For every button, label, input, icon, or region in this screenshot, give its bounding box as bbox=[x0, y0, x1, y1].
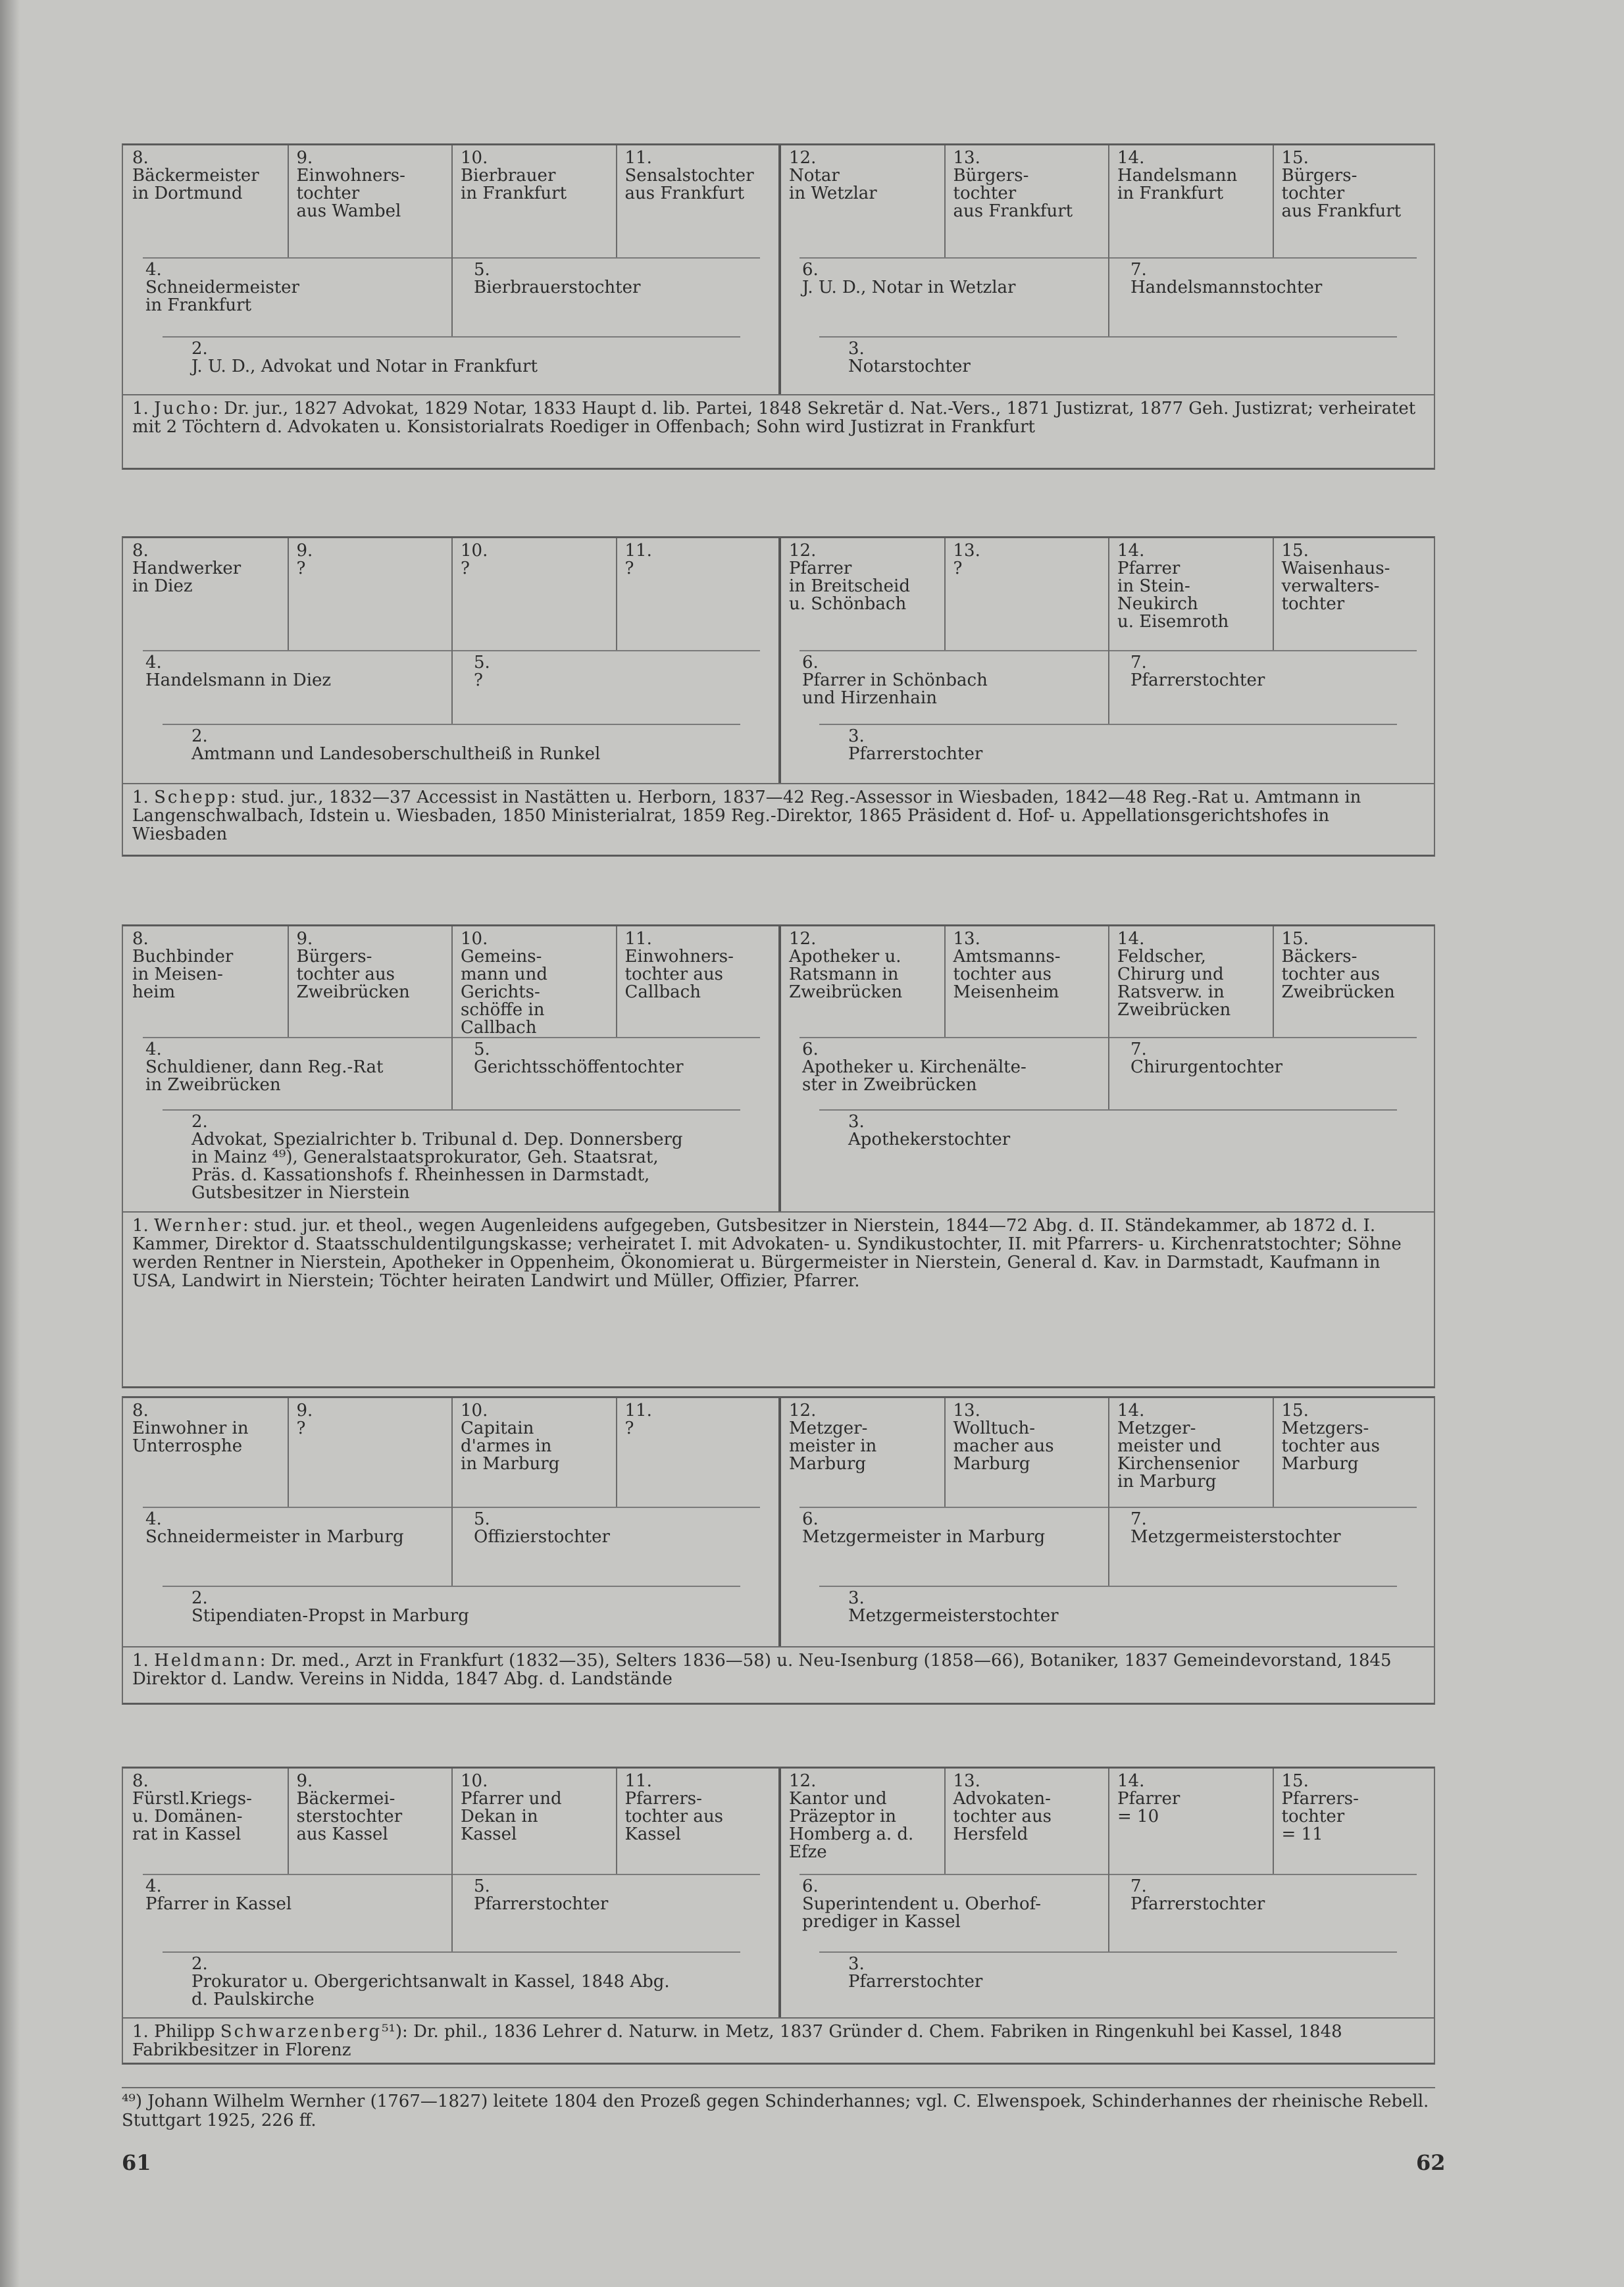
center-divider bbox=[778, 926, 781, 1211]
ancestor-text: ? bbox=[474, 670, 483, 690]
divider bbox=[1108, 1398, 1109, 1507]
ancestor-cell-4 bbox=[136, 257, 451, 336]
ancestor-number: 10. bbox=[461, 1401, 488, 1420]
divider bbox=[451, 1874, 453, 1951]
ancestor-number: 7. bbox=[1130, 653, 1147, 672]
ancestor-number: 12. bbox=[789, 1771, 817, 1791]
ancestor-cell-9 bbox=[288, 926, 452, 1037]
ancestor-text: Sensalstochter aus Frankfurt bbox=[624, 166, 754, 203]
ancestor-text: Bäckermeister in Dortmund bbox=[132, 166, 259, 203]
ancestor-text: Notar in Wetzlar bbox=[789, 166, 877, 203]
ancestor-text: ? bbox=[296, 559, 306, 578]
ancestor-number: 8. bbox=[132, 148, 149, 168]
ancestor-cell-6 bbox=[793, 1037, 1108, 1109]
bio-prefix: 1. bbox=[132, 399, 149, 418]
ancestor-cell-13 bbox=[944, 1398, 1109, 1507]
divider bbox=[1273, 926, 1274, 1037]
ancestor-text: Pfarrer in Breitscheid u. Schönbach bbox=[789, 559, 911, 614]
ancestor-number: 10. bbox=[461, 148, 488, 168]
ancestor-text: Pfarrer in Stein- Neukirch u. Eisemroth bbox=[1117, 559, 1229, 632]
ancestor-number: 6. bbox=[802, 1876, 819, 1896]
ancestor-cell-6 bbox=[793, 257, 1108, 336]
ancestor-text: Bürgers- tochter aus Frankfurt bbox=[1281, 166, 1402, 221]
ancestor-number: 14. bbox=[1117, 148, 1145, 168]
ancestor-cell-8 bbox=[123, 538, 288, 650]
ancestor-text: Bierbrauerstochter bbox=[474, 278, 641, 297]
ancestor-text: Amtsmanns- tochter aus Meisenheim bbox=[953, 947, 1061, 1002]
ancestor-cell-14 bbox=[1108, 926, 1273, 1037]
ancestor-text: Feldscher, Chirurg und Ratsverw. in Zweibrücken bbox=[1117, 947, 1231, 1020]
ancestor-cell-9 bbox=[288, 538, 452, 650]
ancestor-text: Prokurator u. Obergerichtsanwalt in Kassel, 1848 Abg. d. Paulskirche bbox=[191, 1972, 670, 2009]
ancestor-number: 2. bbox=[191, 339, 208, 359]
ancestor-cell-11 bbox=[616, 145, 780, 257]
center-divider bbox=[778, 1398, 781, 1646]
divider bbox=[1273, 1398, 1274, 1507]
ancestor-cell-4 bbox=[136, 1037, 451, 1109]
ancestor-text: Metzgers- tochter aus Marburg bbox=[1281, 1419, 1381, 1474]
divider bbox=[451, 926, 453, 1037]
ancestor-text: Buchbinder in Meisen- heim bbox=[132, 947, 234, 1002]
ancestor-cell-9 bbox=[288, 1769, 452, 1874]
ancestor-number: 3. bbox=[848, 1954, 865, 1974]
ancestor-number: 14. bbox=[1117, 929, 1145, 949]
divider bbox=[944, 1398, 946, 1507]
biography bbox=[123, 394, 1434, 472]
divider bbox=[451, 1398, 453, 1507]
ancestor-text: Gemeins- mann und Gerichts- schöffe in Callbach bbox=[461, 947, 548, 1038]
biography bbox=[123, 1646, 1434, 1707]
ancestor-text: Handelsmann in Frankfurt bbox=[1117, 166, 1238, 203]
ancestor-text: Pfarrerstochter bbox=[848, 744, 983, 764]
ancestor-number: 3. bbox=[848, 726, 865, 746]
ancestor-cell-11 bbox=[616, 538, 780, 650]
ancestor-number: 6. bbox=[802, 260, 819, 280]
ancestor-cell-3 bbox=[839, 724, 1430, 783]
divider bbox=[944, 1769, 946, 1874]
ancestor-number: 15. bbox=[1281, 541, 1309, 561]
bio-name: Jucho bbox=[154, 399, 213, 418]
ancestor-cell-2 bbox=[182, 1109, 773, 1211]
ancestor-number: 5. bbox=[474, 1040, 490, 1059]
ancestor-cell-5 bbox=[465, 1037, 780, 1109]
ancestor-number: 11. bbox=[624, 1771, 652, 1791]
footnote-rule bbox=[122, 2087, 1435, 2088]
ancestor-number: 7. bbox=[1130, 260, 1147, 280]
ancestor-text: Bäckers- tochter aus Zweibrücken bbox=[1281, 947, 1395, 1002]
ancestor-number: 12. bbox=[789, 929, 817, 949]
ancestor-cell-8 bbox=[123, 1398, 288, 1507]
page-number-right: 62 bbox=[1416, 2150, 1446, 2175]
divider bbox=[1108, 1037, 1109, 1109]
biography bbox=[123, 2017, 1434, 2067]
ancestor-text: Pfarrers- tochter aus Kassel bbox=[624, 1789, 724, 1844]
ancestor-text: Einwohners- tochter aus Wambel bbox=[296, 166, 405, 221]
ancestor-cell-11 bbox=[616, 1398, 780, 1507]
ancestor-table bbox=[122, 143, 1435, 470]
divider bbox=[288, 1769, 289, 1874]
ancestor-number: 4. bbox=[145, 653, 162, 672]
ancestor-cell-2 bbox=[182, 336, 773, 394]
divider bbox=[288, 538, 289, 650]
ancestor-text: Metzger- meister und Kirchensenior in Marburg bbox=[1117, 1419, 1240, 1492]
ancestor-text: Metzgermeisterstochter bbox=[848, 1606, 1059, 1626]
ancestor-cell-14 bbox=[1108, 145, 1273, 257]
ancestor-text: Advokaten- tochter aus Hersfeld bbox=[953, 1789, 1052, 1844]
bio-name: Schepp bbox=[154, 788, 230, 807]
ancestor-number: 8. bbox=[132, 1401, 149, 1420]
ancestor-number: 7. bbox=[1130, 1509, 1147, 1529]
divider bbox=[451, 1507, 453, 1586]
ancestor-number: 9. bbox=[296, 541, 313, 561]
ancestor-number: 2. bbox=[191, 1954, 208, 1974]
divider bbox=[944, 926, 946, 1037]
ancestor-cell-5 bbox=[465, 1507, 780, 1586]
ancestor-number: 13. bbox=[953, 1401, 980, 1420]
ancestor-text: J. U. D., Advokat und Notar in Frankfurt bbox=[191, 357, 538, 376]
ancestor-number: 9. bbox=[296, 1401, 313, 1420]
ancestor-text: Capitain d'armes in in Marburg bbox=[461, 1419, 560, 1474]
ancestor-cell-8 bbox=[123, 145, 288, 257]
ancestor-number: 4. bbox=[145, 260, 162, 280]
ancestor-cell-13 bbox=[944, 926, 1109, 1037]
ancestor-cell-10 bbox=[451, 145, 616, 257]
ancestor-table bbox=[122, 1767, 1435, 2065]
ancestor-text: Bäckermei- sterstochter aus Kassel bbox=[296, 1789, 403, 1844]
ancestor-cell-10 bbox=[451, 1398, 616, 1507]
ancestor-text: Apotheker u. Ratsmann in Zweibrücken bbox=[789, 947, 903, 1002]
ancestor-text: ? bbox=[296, 1419, 306, 1438]
divider bbox=[944, 538, 946, 650]
footnote: ⁴⁹) Johann Wilhelm Wernher (1767—1827) leitete 1804 den Prozeß gegen Schinderhannes; vgl. C. Elwenspoek, Schinderhannes der rheinische Rebell. Stuttgart 1925, 226 ff. bbox=[122, 2092, 1429, 2130]
ancestor-text: Schneidermeister in Frankfurt bbox=[145, 278, 299, 315]
ancestor-text: Chirurgentochter bbox=[1130, 1057, 1283, 1077]
ancestor-number: 2. bbox=[191, 1588, 208, 1608]
ancestor-table bbox=[122, 536, 1435, 857]
ancestor-text: Schneidermeister in Marburg bbox=[145, 1527, 404, 1547]
divider bbox=[616, 926, 617, 1037]
center-divider bbox=[778, 145, 781, 394]
ancestor-number: 6. bbox=[802, 653, 819, 672]
divider bbox=[1273, 145, 1274, 257]
divider bbox=[616, 538, 617, 650]
ancestor-text: Handelsmann in Diez bbox=[145, 670, 332, 690]
ancestor-number: 14. bbox=[1117, 1771, 1145, 1791]
ancestor-number: 7. bbox=[1130, 1040, 1147, 1059]
ancestor-text: Pfarrerstochter bbox=[1130, 1894, 1265, 1914]
ancestor-text: Notarstochter bbox=[848, 357, 971, 376]
ancestor-cell-14 bbox=[1108, 1769, 1273, 1874]
ancestor-number: 10. bbox=[461, 929, 488, 949]
ancestor-text: Pfarrer in Schönbach und Hirzenhain bbox=[802, 670, 988, 708]
ancestor-number: 8. bbox=[132, 1771, 149, 1791]
ancestor-cell-8 bbox=[123, 926, 288, 1037]
ancestor-cell-12 bbox=[780, 1398, 944, 1507]
ancestor-cell-15 bbox=[1273, 1769, 1437, 1874]
ancestor-cell-9 bbox=[288, 1398, 452, 1507]
ancestor-number: 15. bbox=[1281, 1771, 1309, 1791]
divider bbox=[451, 650, 453, 724]
ancestor-number: 10. bbox=[461, 1771, 488, 1791]
divider bbox=[616, 1769, 617, 1874]
ancestor-cell-3 bbox=[839, 336, 1430, 394]
ancestor-number: 15. bbox=[1281, 148, 1309, 168]
ancestor-number: 11. bbox=[624, 1401, 652, 1420]
ancestor-cell-15 bbox=[1273, 538, 1437, 650]
divider bbox=[1108, 257, 1109, 336]
ancestor-text: Waisenhaus- verwalters- tochter bbox=[1281, 559, 1390, 614]
ancestor-cell-13 bbox=[944, 1769, 1109, 1874]
ancestor-number: 10. bbox=[461, 541, 488, 561]
divider bbox=[288, 145, 289, 257]
ancestor-number: 3. bbox=[848, 1588, 865, 1608]
ancestor-number: 9. bbox=[296, 1771, 313, 1791]
ancestor-cell-15 bbox=[1273, 926, 1437, 1037]
ancestor-number: 7. bbox=[1130, 1876, 1147, 1896]
bio-text: : stud. jur., 1832—37 Accessist in Nastätten u. Herborn, 1837—42 Reg.-Assessor in Wiesbaden, 1842—48 Reg.-Rat u. Amtmann in Langenschwalbach, Idstein u. Wiesbaden, 1850 Ministerialrat, 1859 Reg.-Direktor, 1865 Präsident d. Hof- u. Appellationsgerichtshofes in Wiesbaden bbox=[132, 788, 1361, 844]
divider bbox=[944, 145, 946, 257]
ancestor-number: 14. bbox=[1117, 541, 1145, 561]
ancestor-number: 3. bbox=[848, 339, 865, 359]
center-divider bbox=[778, 1769, 781, 2017]
divider bbox=[451, 145, 453, 257]
ancestor-text: Gerichtsschöffentochter bbox=[474, 1057, 684, 1077]
ancestor-cell-12 bbox=[780, 1769, 944, 1874]
ancestor-number: 9. bbox=[296, 929, 313, 949]
bio-prefix: 1. bbox=[132, 1216, 149, 1236]
ancestor-number: 15. bbox=[1281, 929, 1309, 949]
ancestor-number: 3. bbox=[848, 1112, 865, 1132]
bio-name: Heldmann bbox=[154, 1651, 260, 1671]
ancestor-text: Bürgers- tochter aus Zweibrücken bbox=[296, 947, 410, 1002]
ancestor-cell-7 bbox=[1121, 1874, 1436, 1951]
ancestor-number: 13. bbox=[953, 541, 980, 561]
ancestor-number: 11. bbox=[624, 541, 652, 561]
ancestor-cell-6 bbox=[793, 1874, 1108, 1951]
biography bbox=[123, 783, 1434, 859]
ancestor-number: 12. bbox=[789, 541, 817, 561]
ancestor-cell-7 bbox=[1121, 257, 1436, 336]
ancestor-text: Kantor und Präzeptor in Homberg a. d. Efze bbox=[789, 1789, 914, 1862]
ancestor-cell-8 bbox=[123, 1769, 288, 1874]
bio-prefix: 1. bbox=[132, 1651, 149, 1671]
ancestor-cell-5 bbox=[465, 257, 780, 336]
divider bbox=[616, 1398, 617, 1507]
ancestor-cell-2 bbox=[182, 1951, 773, 2017]
ancestor-number: 5. bbox=[474, 653, 490, 672]
divider bbox=[1273, 538, 1274, 650]
ancestor-number: 2. bbox=[191, 1112, 208, 1132]
ancestor-number: 11. bbox=[624, 148, 652, 168]
ancestor-cell-10 bbox=[451, 926, 616, 1037]
ancestor-cell-13 bbox=[944, 145, 1109, 257]
ancestor-number: 5. bbox=[474, 1876, 490, 1896]
ancestor-number: 4. bbox=[145, 1876, 162, 1896]
ancestor-text: Stipendiaten-Propst in Marburg bbox=[191, 1606, 469, 1626]
divider bbox=[616, 145, 617, 257]
ancestor-text: Amtmann und Landesoberschultheiß in Runkel bbox=[191, 744, 601, 764]
ancestor-cell-15 bbox=[1273, 1398, 1437, 1507]
ancestor-text: Superintendent u. Oberhof- prediger in Kassel bbox=[802, 1894, 1042, 1932]
ancestor-text: Apothekerstochter bbox=[848, 1130, 1011, 1149]
bio-prefix: 1. Philipp bbox=[132, 2022, 215, 2042]
ancestor-text: Metzger- meister in Marburg bbox=[789, 1419, 877, 1474]
divider bbox=[288, 1398, 289, 1507]
ancestor-text: ? bbox=[461, 559, 470, 578]
ancestor-cell-10 bbox=[451, 538, 616, 650]
bio-name: Wernher bbox=[154, 1216, 243, 1236]
ancestor-number: 13. bbox=[953, 1771, 980, 1791]
bio-text: : stud. jur. et theol., wegen Augenleidens aufgegeben, Gutsbesitzer in Nierstein, 1844—72 Abg. d. II. Ständekammer, ab 1872 d. I. Kammer, Direktor d. Staatsschuldentilgungskasse; verheiratet I. mit Advokaten- u. Syndikustochter, II. mit Pfarrers- u. Kirchenratstochter; Söhne werden Rentner in Nierstein, Apotheker in Oppenheim, Ökonomierat u. Bürgermeister in Nierstein, General d. Kav. in Darmstadt, Kaufmann in USA, Landwirt in Nierstein; Töchter heiraten Landwirt und Müller, Offizier, Pfarrer. bbox=[132, 1216, 1402, 1291]
ancestor-cell-11 bbox=[616, 1769, 780, 1874]
ancestor-cell-2 bbox=[182, 724, 773, 783]
ancestor-text: Advokat, Spezialrichter b. Tribunal d. Dep. Donnersberg in Mainz ⁴⁹), Generalstaatsprokurator, Geh. Staatsrat, Präs. d. Kassationshofs f. Rheinhessen in Darmstadt, Gutsbesitzer in Nierstein bbox=[191, 1130, 683, 1203]
ancestor-cell-4 bbox=[136, 650, 451, 724]
bio-text: ⁵¹): Dr. phil., 1836 Lehrer d. Naturw. in Metz, 1837 Gründer d. Chem. Fabriken in Ringenkuhl bei Kassel, 1848 Fabrikbesitzer in Florenz bbox=[132, 2022, 1342, 2060]
ancestor-text: Metzgermeister in Marburg bbox=[802, 1527, 1046, 1547]
ancestor-number: 5. bbox=[474, 260, 490, 280]
ancestor-table bbox=[122, 924, 1435, 1388]
ancestor-text: Einwohners- tochter aus Callbach bbox=[624, 947, 734, 1002]
ancestor-text: Bierbrauer in Frankfurt bbox=[461, 166, 567, 203]
divider bbox=[1108, 926, 1109, 1037]
divider bbox=[1108, 1769, 1109, 1874]
ancestor-cell-9 bbox=[288, 145, 452, 257]
ancestor-cell-12 bbox=[780, 926, 944, 1037]
ancestor-text: Offizierstochter bbox=[474, 1527, 610, 1547]
ancestor-number: 9. bbox=[296, 148, 313, 168]
ancestor-number: 14. bbox=[1117, 1401, 1145, 1420]
ancestor-cell-7 bbox=[1121, 1037, 1436, 1109]
ancestor-text: Schuldiener, dann Reg.-Rat in Zweibrücken bbox=[145, 1057, 384, 1095]
divider bbox=[1108, 145, 1109, 257]
ancestor-text: Pfarrerstochter bbox=[1130, 670, 1265, 690]
bio-name: Schwarzenberg bbox=[220, 2022, 382, 2042]
divider bbox=[1108, 650, 1109, 724]
ancestor-text: Einwohner in Unterrosphe bbox=[132, 1419, 249, 1456]
divider bbox=[1108, 1507, 1109, 1586]
ancestor-cell-11 bbox=[616, 926, 780, 1037]
ancestor-text: Fürstl.Kriegs- u. Domänen- rat in Kassel bbox=[132, 1789, 252, 1844]
divider bbox=[1273, 1769, 1274, 1874]
ancestor-number: 4. bbox=[145, 1040, 162, 1059]
ancestor-cell-14 bbox=[1108, 1398, 1273, 1507]
ancestor-text: Bürgers- tochter aus Frankfurt bbox=[953, 166, 1073, 221]
ancestor-number: 12. bbox=[789, 148, 817, 168]
ancestor-cell-5 bbox=[465, 650, 780, 724]
divider bbox=[451, 538, 453, 650]
ancestor-cell-10 bbox=[451, 1769, 616, 1874]
ancestor-cell-5 bbox=[465, 1874, 780, 1951]
ancestor-number: 8. bbox=[132, 541, 149, 561]
ancestor-text: Pfarrer = 10 bbox=[1117, 1789, 1180, 1826]
ancestor-cell-3 bbox=[839, 1951, 1430, 2017]
ancestor-cell-6 bbox=[793, 1507, 1108, 1586]
ancestor-text: Pfarrer und Dekan in Kassel bbox=[461, 1789, 562, 1844]
ancestor-cell-15 bbox=[1273, 145, 1437, 257]
ancestor-text: ? bbox=[953, 559, 963, 578]
page-edge-shadow bbox=[0, 0, 20, 2287]
bio-prefix: 1. bbox=[132, 788, 149, 807]
divider bbox=[1108, 1874, 1109, 1951]
ancestor-text: ? bbox=[624, 559, 634, 578]
ancestor-text: Pfarrerstochter bbox=[474, 1894, 609, 1914]
ancestor-cell-12 bbox=[780, 145, 944, 257]
ancestor-text: Pfarrer in Kassel bbox=[145, 1894, 292, 1914]
ancestor-text: J. U. D., Notar in Wetzlar bbox=[802, 278, 1016, 297]
ancestor-cell-4 bbox=[136, 1874, 451, 1951]
ancestor-text: ? bbox=[624, 1419, 634, 1438]
ancestor-cell-12 bbox=[780, 538, 944, 650]
ancestor-number: 6. bbox=[802, 1509, 819, 1529]
ancestor-number: 2. bbox=[191, 726, 208, 746]
ancestor-cell-13 bbox=[944, 538, 1109, 650]
ancestor-number: 6. bbox=[802, 1040, 819, 1059]
ancestor-number: 13. bbox=[953, 929, 980, 949]
ancestor-text: Pfarrers- tochter = 11 bbox=[1281, 1789, 1359, 1844]
ancestor-number: 4. bbox=[145, 1509, 162, 1529]
ancestor-number: 5. bbox=[474, 1509, 490, 1529]
ancestor-number: 11. bbox=[624, 929, 652, 949]
ancestor-cell-7 bbox=[1121, 1507, 1436, 1586]
divider bbox=[288, 926, 289, 1037]
center-divider bbox=[778, 538, 781, 783]
divider bbox=[1108, 538, 1109, 650]
ancestor-cell-3 bbox=[839, 1586, 1430, 1646]
ancestor-cell-14 bbox=[1108, 538, 1273, 650]
biography bbox=[123, 1211, 1434, 1390]
ancestor-number: 15. bbox=[1281, 1401, 1309, 1420]
ancestor-text: Handwerker in Diez bbox=[132, 559, 241, 596]
ancestor-table bbox=[122, 1396, 1435, 1705]
ancestor-text: Apotheker u. Kirchenälte- ster in Zweibrücken bbox=[802, 1057, 1027, 1095]
ancestor-number: 8. bbox=[132, 929, 149, 949]
ancestor-cell-6 bbox=[793, 650, 1108, 724]
ancestor-cell-7 bbox=[1121, 650, 1436, 724]
ancestor-text: Metzgermeisterstochter bbox=[1130, 1527, 1341, 1547]
divider bbox=[451, 1037, 453, 1109]
ancestor-text: Wolltuch- macher aus Marburg bbox=[953, 1419, 1054, 1474]
page-number-left: 61 bbox=[122, 2150, 151, 2175]
ancestor-number: 13. bbox=[953, 148, 980, 168]
ancestor-text: Handelsmannstochter bbox=[1130, 278, 1323, 297]
divider bbox=[451, 1769, 453, 1874]
bio-text: : Dr. jur., 1827 Advokat, 1829 Notar, 1833 Haupt d. lib. Partei, 1848 Sekretär d. Nat.-Vers., 1871 Justizrat, 1877 Geh. Justizrat; verheiratet mit 2 Töchtern d. Advokaten u. Konsistorialrats Roediger in Offenbach; Sohn wird Justizrat in Frankfurt bbox=[132, 399, 1416, 437]
ancestor-number: 12. bbox=[789, 1401, 817, 1420]
ancestor-text: Pfarrerstochter bbox=[848, 1972, 983, 1992]
divider bbox=[451, 257, 453, 336]
ancestor-cell-4 bbox=[136, 1507, 451, 1586]
ancestor-cell-2 bbox=[182, 1586, 773, 1646]
bio-text: : Dr. med., Arzt in Frankfurt (1832—35), Selters 1836—58) u. Neu-Isenburg (1858—66), Botaniker, 1837 Gemeindevorstand, 1845 Direktor d. Landw. Vereins in Nidda, 1847 Abg. d. Landstände bbox=[132, 1651, 1392, 1689]
ancestor-cell-3 bbox=[839, 1109, 1430, 1211]
